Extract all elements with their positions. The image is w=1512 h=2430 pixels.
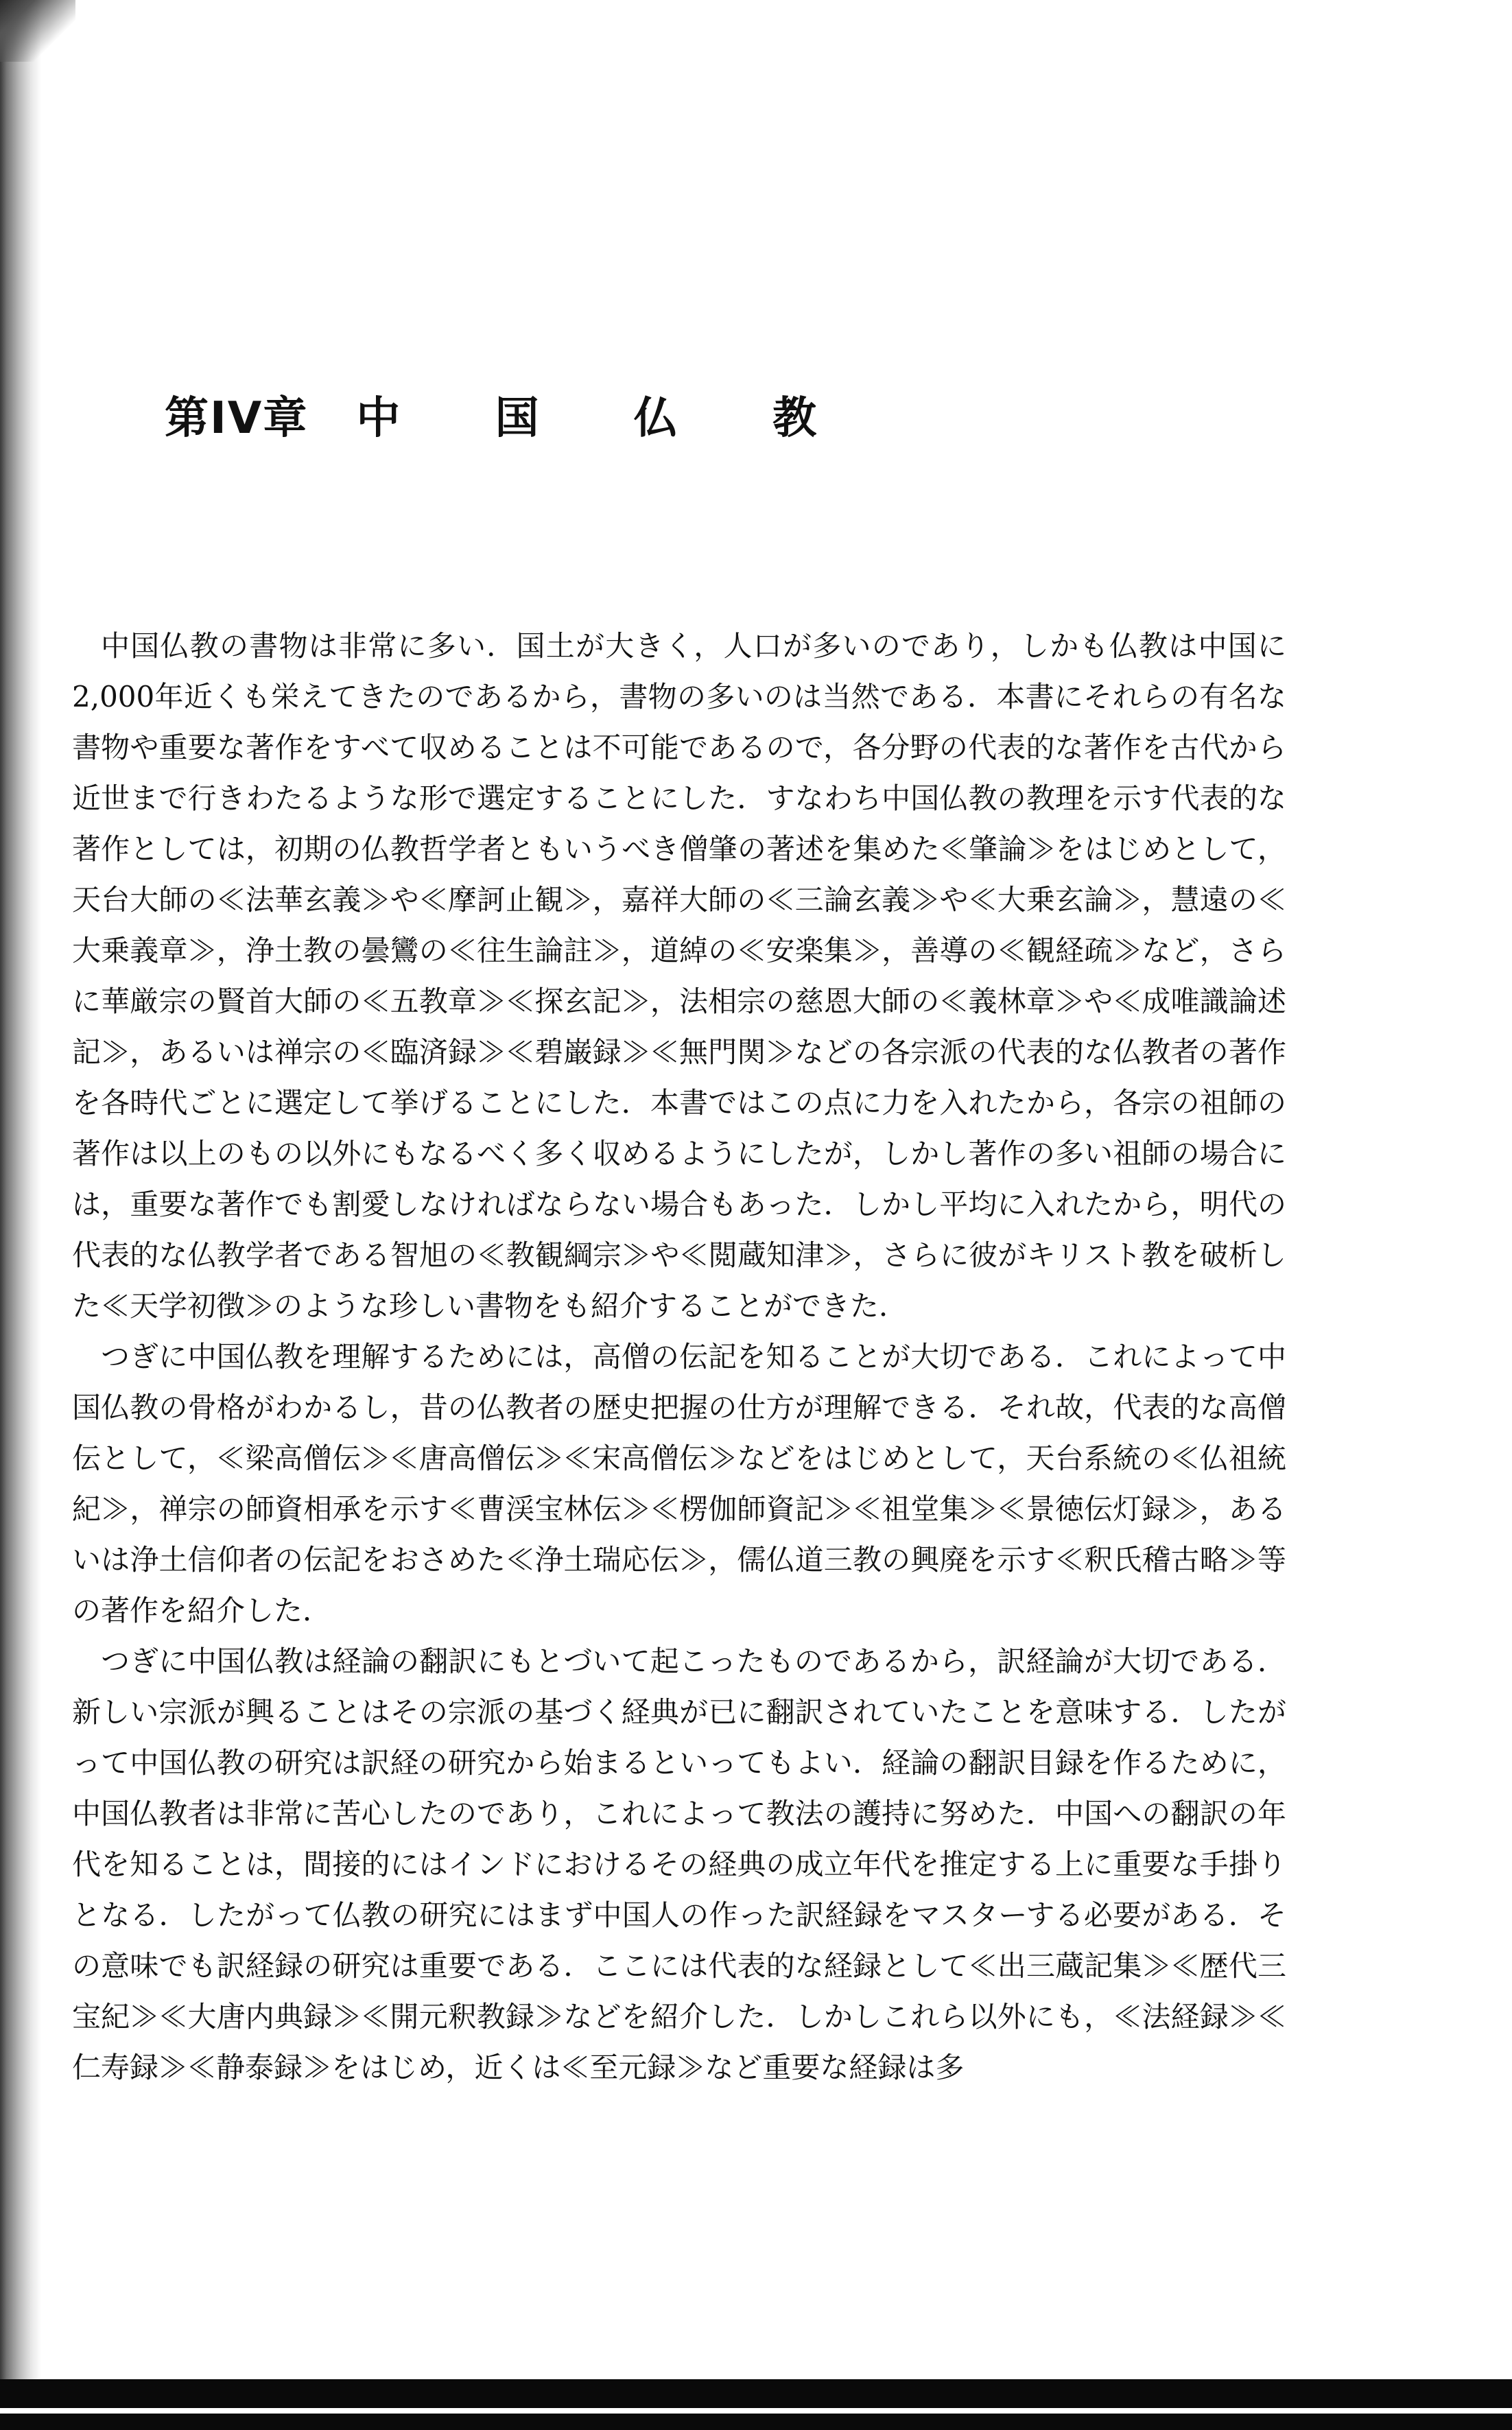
scan-bottom-border [0,2379,1512,2430]
scan-edge-shadow [0,0,41,2430]
chapter-heading: 中 国 仏 教 [356,393,857,444]
chapter-number: 第IV章 [165,393,309,444]
paragraph-1: 中国仏教の書物は非常に多い．国土が大きく，人口が多いのであり，しかも仏教は中国に2,000年近くも栄えてきたのであるから，書物の多いのは当然である．本書にそれらの有名な書物や重要な著作をすべて収めることは不可能であるので，各分野の代表的な著作を古代から近世まで行きわたるような形で選定することにした．すなわち中国仏教の教理を示す代表的な著作としては，初期の仏教哲学者ともいうべき僧肇の著述を集めた≪肇論≫をはじめとして，天台大師の≪法華玄義≫や≪摩訶止観≫，嘉祥大師の≪三論玄義≫や≪大乗玄論≫，慧遠の≪大乗義章≫，浄土教の曇鸞の≪往生論註≫，道綽の≪安楽集≫，善導の≪観経疏≫など，さらに華厳宗の賢首大師の≪五教章≫≪探玄記≫，法相宗の慈恩大師の≪義林章≫や≪成唯識論述記≫，あるいは禅宗の≪臨済録≫≪碧巌録≫≪無門関≫などの各宗派の代表的な仏教者の著作を各時代ごとに選定して挙げることにした．本書ではこの点に力を入れたから，各宗の祖師の著作は以上のもの以外にもなるべく多く収めるようにしたが，しかし著作の多い祖師の場合には，重要な著作でも割愛しなければならない場合もあった．しかし平均に入れたから，明代の代表的な仏教学者である智旭の≪教観綱宗≫や≪閲蔵知津≫，さらに彼がキリスト教を破析した≪天学初徴≫のような珍しい書物をも紹介することができた． [72,629,1286,1323]
chapter-title [165,392,856,445]
scan-bottom-gap [0,2408,1512,2414]
body-text [72,621,1286,2093]
paragraph-3: つぎに中国仏教は経論の翻訳にもとづいて起こったものであるから，訳経論が大切である．新しい宗派が興ることはその宗派の基づく経典が已に翻訳されていたことを意味する．したがって中国仏教の研究は訳経の研究から始まるといってもよい．経論の翻訳目録を作るために，中国仏教者は非常に苦心したのであり，これによって教法の護持に努めた．中国への翻訳の年代を知ることは，間接的にはインドにおけるその経典の成立年代を推定する上に重要な手掛りとなる．したがって仏教の研究にはまず中国人の作った訳経録をマスターする必要がある．その意味でも訳経録の研究は重要である．ここには代表的な経録として≪出三蔵記集≫≪歴代三宝紀≫≪大唐内典録≫≪開元釈教録≫などを紹介した．しかしこれら以外にも，≪法経録≫≪仁寿録≫≪静泰録≫をはじめ，近くは≪至元録≫など重要な経録は多 [72,1644,1286,2084]
paragraph-2: つぎに中国仏教を理解するためには，高僧の伝記を知ることが大切である．これによって中国仏教の骨格がわかるし，昔の仏教者の歴史把握の仕方が理解できる．それ故，代表的な高僧伝として，≪梁高僧伝≫≪唐高僧伝≫≪宋高僧伝≫などをはじめとして，天台系統の≪仏祖統紀≫，禅宗の師資相承を示す≪曹渓宝林伝≫≪楞伽師資記≫≪祖堂集≫≪景徳伝灯録≫，あるいは浄土信仰者の伝記をおさめた≪浄土瑞応伝≫，儒仏道三教の興廃を示す≪釈氏稽古略≫等の著作を紹介した． [72,1340,1286,1627]
scan-corner-shadow [0,0,75,62]
